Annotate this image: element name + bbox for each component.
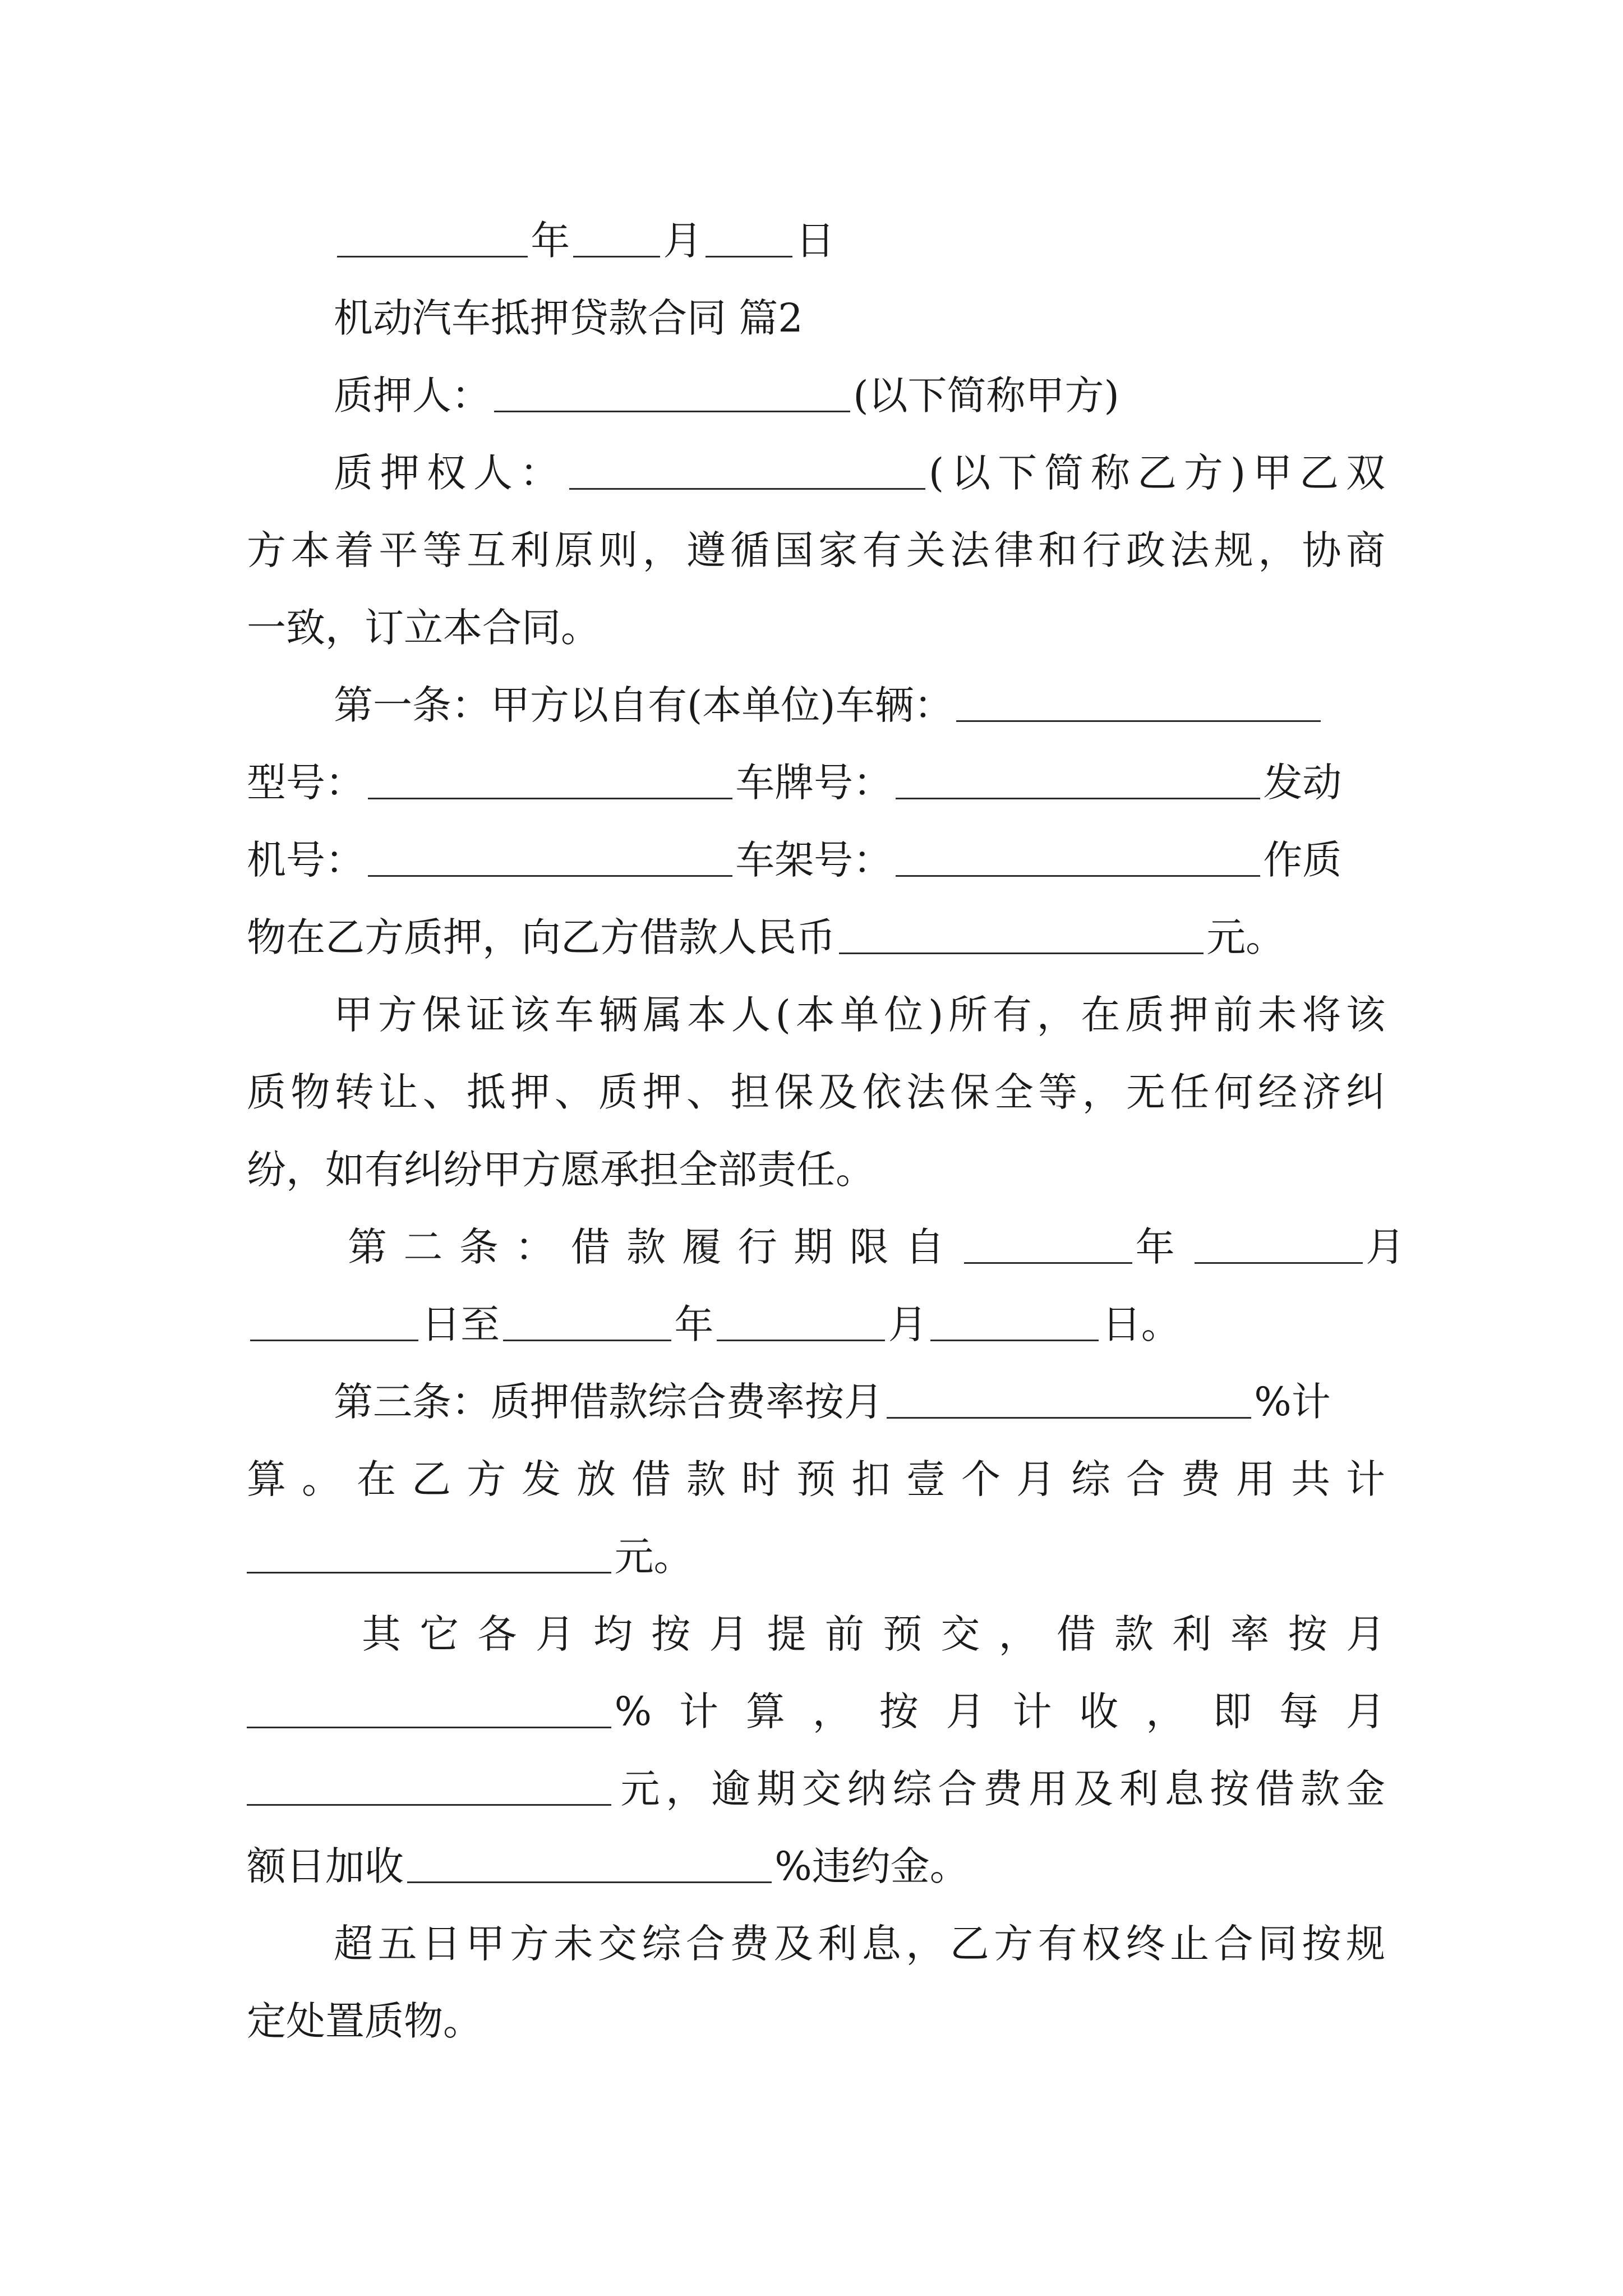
plate-blank — [896, 760, 1260, 799]
date-line — [247, 202, 1385, 279]
article2-year: 年 — [1135, 1224, 1191, 1270]
other-months-line3 — [247, 1750, 1385, 1828]
article2-month: 月 — [1366, 1224, 1405, 1270]
engine-label-b: 机号： — [247, 837, 365, 883]
article3-line3 — [247, 1518, 1385, 1595]
pledgee-line — [247, 434, 1385, 512]
paragraph-text: 纷，如有纠纷甲方愿承担全部责任。 — [247, 1147, 875, 1193]
vehicle-blank — [956, 683, 1321, 722]
paragraph-text: 甲方保证该车辆属本人(本单位)所有，在质押前未将该 — [334, 992, 1385, 1038]
pledgor-line — [247, 357, 1385, 434]
other-months-line2-text: %计算，按月计收，即每月 — [614, 1688, 1385, 1734]
termination-line1 — [247, 1905, 1385, 1982]
plate-label: 车牌号： — [735, 760, 893, 806]
start-month-blank — [1195, 1225, 1363, 1264]
article1-line3 — [247, 821, 1385, 899]
penalty-rate-blank — [407, 1844, 772, 1883]
paragraph-text: 算。在乙方发放借款时预扣壹个月综合费用共计 — [247, 1456, 1385, 1502]
pledgee-label: 质押权人： — [334, 450, 566, 496]
section-heading — [247, 279, 1385, 357]
as-label: 作质 — [1263, 837, 1342, 883]
article3-percent: %计 — [1254, 1379, 1331, 1425]
article3-line2 — [247, 1441, 1385, 1518]
termination-line2 — [247, 1982, 1385, 2060]
model-blank — [368, 760, 732, 799]
article1-line2 — [247, 744, 1385, 821]
day-label: 日 — [795, 218, 835, 264]
paragraph-text: 一致，订立本合同。 — [247, 605, 600, 651]
engine-blank — [368, 838, 732, 877]
frame-label: 车架号： — [735, 837, 893, 883]
paragraph-text: 其它各月均按月提前预交，借款利率按月 — [362, 1611, 1385, 1657]
heading-text: 机动汽车抵押贷款合同 篇2 — [334, 295, 803, 341]
pledgee-continuation-2 — [247, 589, 1385, 666]
engine-label-a: 发动 — [1263, 760, 1342, 806]
loan-text: 物在乙方质押，向乙方借款人民币 — [247, 914, 836, 960]
article2-line2 — [247, 1286, 1385, 1363]
month-blank — [573, 218, 660, 257]
yuan-label: 元。 — [1206, 914, 1285, 960]
article3-label: 第三条：质押借款综合费率按月 — [334, 1379, 883, 1425]
article1-line4 — [247, 899, 1385, 976]
pledgor-label: 质押人： — [334, 372, 491, 418]
end-year-blank — [503, 1302, 671, 1341]
year-blank — [337, 218, 528, 257]
article2-line1 — [247, 1208, 1405, 1286]
start-year-blank — [964, 1225, 1132, 1264]
end-day-blank — [930, 1302, 1099, 1341]
article3-line1 — [247, 1363, 1385, 1441]
other-months-line4-suffix: %违约金。 — [774, 1843, 969, 1889]
other-months-line1 — [247, 1595, 1385, 1673]
year-label: 年 — [531, 218, 570, 264]
other-months-line4-label: 额日加收 — [247, 1843, 404, 1889]
end-month-blank — [717, 1302, 885, 1341]
other-months-line2 — [247, 1673, 1385, 1750]
paragraph-text: 方本着平等互利原则，遵循国家有关法律和行政法规，协商 — [247, 527, 1385, 573]
interest-rate-blank — [247, 1689, 611, 1728]
rate-blank — [887, 1379, 1251, 1419]
paragraph-text: 质物转让、抵押、质押、担保及依法保全等，无任何经济纠 — [247, 1069, 1385, 1115]
article2-day-to: 日至 — [421, 1301, 500, 1347]
paragraph-text: 超五日甲方未交综合费及利息，乙方有权终止合同按规 — [334, 1921, 1385, 1967]
frame-blank — [896, 838, 1260, 877]
article1-line1 — [247, 666, 1385, 744]
guarantee-line1 — [247, 976, 1385, 1053]
pledgee-continuation-1 — [247, 512, 1385, 589]
article3-yuan: 元。 — [614, 1534, 693, 1580]
article1-label: 第一条：甲方以自有(本单位)车辆： — [334, 682, 953, 728]
other-months-line4 — [247, 1828, 1385, 1905]
start-day-blank — [250, 1302, 418, 1341]
pledgee-suffix: (以下简称乙方)甲乙双 — [928, 450, 1385, 496]
monthly-amount-blank — [247, 1766, 611, 1806]
model-label: 型号： — [247, 760, 365, 806]
pledgor-suffix: (以下简称甲方) — [853, 372, 1119, 418]
paragraph-text: 定处置质物。 — [247, 1998, 482, 2044]
month-label: 月 — [663, 218, 703, 264]
article2-month2: 月 — [888, 1301, 928, 1347]
day-blank — [706, 218, 792, 257]
article2-day-end: 日。 — [1101, 1301, 1181, 1347]
pledgee-blank — [569, 450, 925, 490]
article2-year2: 年 — [674, 1301, 714, 1347]
guarantee-line3 — [247, 1131, 1385, 1208]
guarantee-line2 — [247, 1053, 1385, 1131]
article2-label: 第二条：借款履行期限自 — [348, 1224, 961, 1270]
loan-amount-blank — [839, 915, 1204, 954]
other-months-line3-text: 元，逾期交纳综合费用及利息按借款金 — [614, 1766, 1385, 1812]
pledgor-blank — [494, 373, 850, 412]
fee-total-blank — [247, 1534, 611, 1573]
